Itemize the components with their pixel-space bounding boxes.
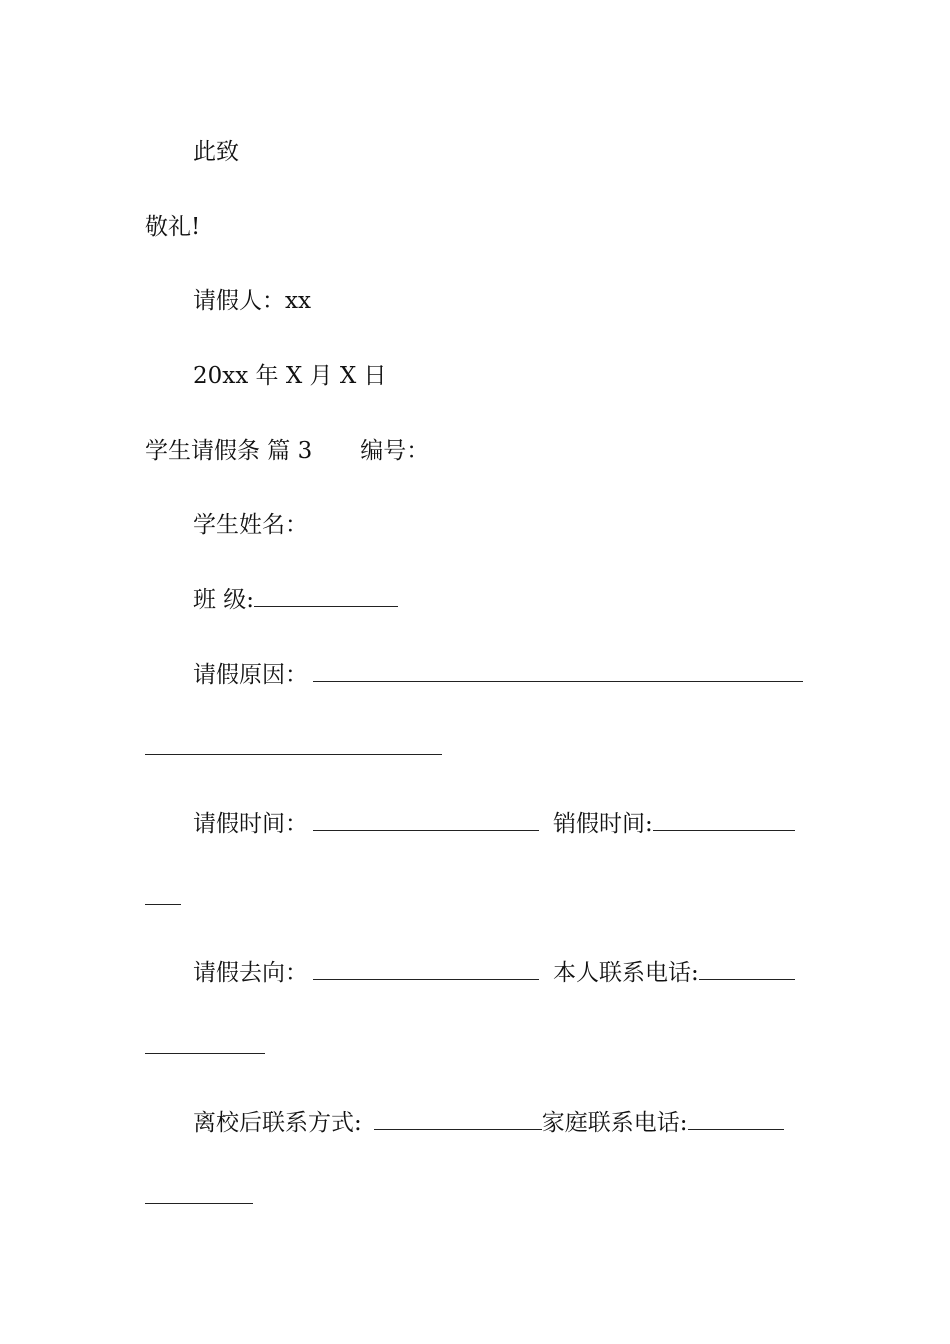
- destination-label: 请假去向：: [193, 960, 308, 986]
- reason-label: 请假原因：: [193, 662, 308, 688]
- return-time-continuation-line: [145, 884, 181, 905]
- leave-time-blank[interactable]: [313, 810, 539, 831]
- regards-text: 敬礼!: [145, 214, 201, 240]
- return-time-blank-continued[interactable]: [145, 884, 181, 905]
- return-time-label: 销假时间:: [553, 811, 653, 837]
- signer-text: 请假人：xx: [193, 288, 311, 314]
- reason-line: [193, 660, 803, 690]
- personal-phone-label: 本人联系电话:: [553, 960, 699, 986]
- number-label: 编号：: [360, 438, 430, 464]
- leave-time-label: 请假时间：: [193, 811, 308, 837]
- class-blank[interactable]: [254, 586, 398, 607]
- personal-phone-blank-continued[interactable]: [145, 1033, 265, 1054]
- reason-continuation-line: [145, 734, 442, 755]
- family-phone-blank[interactable]: [688, 1109, 784, 1130]
- class-label: 班 级:: [193, 587, 255, 613]
- family-phone-blank-continued[interactable]: [145, 1183, 253, 1204]
- return-time-blank[interactable]: [653, 810, 795, 831]
- class-line: [193, 585, 398, 615]
- section-title: 学生请假条 篇 3: [145, 438, 313, 464]
- destination-line: [193, 958, 795, 988]
- personal-phone-continuation-line: [145, 1033, 265, 1054]
- signer-line: [193, 286, 311, 316]
- salutation-line: [193, 137, 239, 167]
- contact-after-blank[interactable]: [374, 1109, 542, 1130]
- student-name-label: 学生姓名：: [193, 512, 308, 538]
- reason-blank-continued[interactable]: [145, 734, 442, 755]
- regards-line: [145, 212, 200, 242]
- leave-time-line: [193, 809, 795, 839]
- personal-phone-blank[interactable]: [699, 959, 795, 980]
- family-phone-label: 家庭联系电话:: [541, 1110, 688, 1136]
- reason-blank[interactable]: [313, 661, 803, 682]
- student-name-line: [193, 510, 308, 540]
- section-heading: [145, 436, 429, 466]
- contact-after-line: [193, 1108, 784, 1138]
- destination-blank[interactable]: [313, 959, 539, 980]
- family-phone-continuation-line: [145, 1183, 253, 1204]
- salutation-text: 此致: [193, 139, 239, 165]
- contact-after-label: 离校后联系方式:: [193, 1110, 362, 1136]
- date-line: [193, 361, 387, 391]
- date-text: 20xx 年 X 月 X 日: [193, 363, 387, 389]
